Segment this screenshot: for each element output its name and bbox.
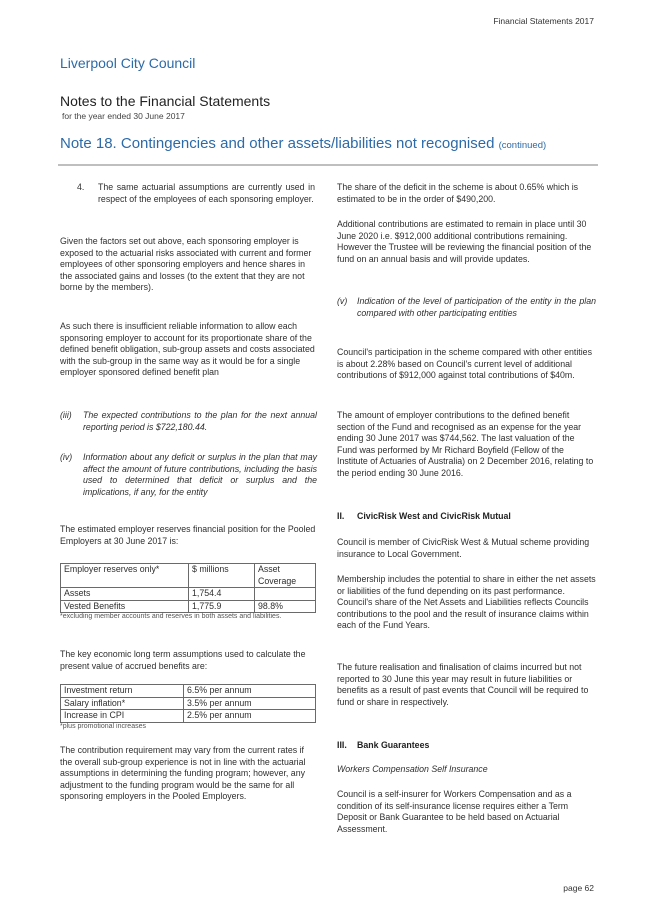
- section-marker: III.: [337, 740, 347, 750]
- table-footnote: *plus promotional increases: [60, 722, 146, 730]
- note-heading-text: Note 18. Contingencies and other assets/liabilities not recognised: [60, 135, 495, 152]
- table-footnote: *excluding member accounts and reserves in both assets and liabilities.: [60, 613, 282, 620]
- table-cell: Salary inflation*: [61, 697, 184, 710]
- item-text: The same actuarial assumptions are currently used in respect of the employees of each sponsoring employer.: [98, 182, 315, 204]
- item-text: Indication of the level of participation of the entity in the plan compared with other participating entities: [357, 296, 596, 318]
- item-marker: (v): [337, 296, 348, 306]
- table-row: [61, 697, 316, 710]
- subsection-title: Workers Compensation Self Insurance: [337, 764, 488, 774]
- left-paragraph-4: The key economic long term assumptions used to calculate the present value of accrued benefits are:: [60, 649, 306, 671]
- table-cell: Increase in CPI: [61, 710, 184, 723]
- item-text: The expected contributions to the plan for the next annual reporting period is $722,180.44.: [83, 410, 317, 432]
- table-header-cell: Asset Coverage: [255, 564, 316, 588]
- table-row: [61, 600, 316, 613]
- assumptions-table-block: [60, 684, 317, 731]
- item-marker: 4.: [77, 182, 85, 192]
- table-cell: 98.8%: [255, 600, 316, 613]
- table-cell: Assets: [61, 588, 189, 601]
- table-row: [61, 588, 316, 601]
- running-header: Financial Statements 2017: [493, 16, 594, 26]
- right-paragraph-4: The amount of employer contributions to the defined benefit section of the Fund and recognised as an expense for the year ending 30 June 2017 was $744,562. The last valuation of the Fund was performed by Mr Richard Boyfield (Fellow of the Institute of Actuaries of Australia) on 2 December 2016, relating to the period ending 30 June 2016.: [337, 410, 594, 478]
- reserves-table-block: [60, 563, 317, 621]
- council-name: Liverpool City Council: [60, 55, 196, 71]
- table-header-row: [61, 564, 316, 588]
- right-paragraph-2: Additional contributions are estimated to remain in place until 30 June 2020 i.e. $912,000 additional contributions remaining. However the Trustee will be reviewing the financial position of the fund on an annual basis and will provide updates.: [337, 219, 592, 264]
- assumptions-table: [60, 684, 316, 723]
- right-paragraph-7: The future realisation and finalisation of claims incurred but not reported to 30 June this year may result in future liabilities or benefits as a result of past events that Council will be required to fund or share in respectively.: [337, 662, 589, 707]
- table-cell: [255, 588, 316, 601]
- notes-subtitle: for the year ended 30 June 2017: [62, 111, 185, 121]
- right-paragraph-3: Council's participation in the scheme compared with other entities is about 2.28% based on Council's current level of additional contributions of $912,000 against total contributions of $40m.: [337, 347, 592, 381]
- notes-title: Notes to the Financial Statements: [60, 93, 271, 109]
- table-cell: Vested Benefits: [61, 600, 189, 613]
- left-item-iv: [60, 452, 317, 498]
- reserves-table: [60, 563, 316, 613]
- section-heading-civicrisk: [337, 511, 596, 523]
- left-item-iii: [60, 410, 317, 433]
- left-paragraph-5: The contribution requirement may vary from the current rates if the overall sub-group experience is not in line with the actuarial assumptions in determining the funding program; however, any adjustment to the funding program would be the same for all sponsoring employers in the Pooled Employers.: [60, 745, 306, 802]
- section-title: Bank Guarantees: [357, 740, 430, 750]
- right-paragraph-1: The share of the deficit in the scheme is about 0.65% which is estimated to be in the order of $490,200.: [337, 182, 579, 204]
- page-number: page 62: [563, 883, 594, 893]
- left-item-4: [60, 182, 317, 205]
- section-marker: II.: [337, 511, 345, 521]
- right-paragraph-8: Council is a self-insurer for Workers Compensation and as a condition of its self-insurance license requires either a Term Deposit or Bank Guarantee to be held based on Actuarial Assessment.: [337, 789, 572, 834]
- table-cell: 6.5% per annum: [184, 685, 316, 698]
- item-marker: (iii): [60, 410, 72, 420]
- note-continued-label: (continued): [498, 140, 547, 151]
- note-heading: [60, 135, 546, 152]
- section-title: CivicRisk West and CivicRisk Mutual: [357, 511, 511, 521]
- heading-divider: [58, 164, 598, 166]
- table-cell: 3.5% per annum: [184, 697, 316, 710]
- left-paragraph-3: The estimated employer reserves financial position for the Pooled Employers at 30 June 2017 is:: [60, 524, 316, 546]
- right-paragraph-5: Council is member of CivicRisk West & Mutual scheme providing insurance to Local Government.: [337, 537, 590, 559]
- table-row: [61, 685, 316, 698]
- item-marker: (iv): [60, 452, 73, 462]
- table-header-cell: Employer reserves only*: [61, 564, 189, 588]
- table-cell: 1,754.4: [189, 588, 255, 601]
- table-row: [61, 710, 316, 723]
- left-paragraph-2: As such there is insufficient reliable information to allow each sponsoring employer to account for its proportionate share of the defined benefit obligation, sub-group assets and costs associated with the sub-group in the same way as it would be for a single employer sponsored defined benefit plan: [60, 321, 315, 378]
- right-paragraph-6: Membership includes the potential to share in either the net assets or liabilities of the fund depending on its past performance. Council's share of the Net Assets and Liabilities reflects Councils contributions to the pool and the result of insurance claims within each of the Fund Years.: [337, 574, 596, 631]
- item-text: Information about any deficit or surplus in the plan that may affect the amount of future contributions, including the basis used to determined that deficit or surplus and the implications, if any, for the entity: [83, 452, 317, 497]
- right-item-v: [337, 296, 596, 319]
- table-cell: 2.5% per annum: [184, 710, 316, 723]
- left-paragraph-1: Given the factors set out above, each sponsoring employer is exposed to the actuarial risks associated with current and former employees of other sponsoring employers and hence shares in the associated gains and losses (to the extent that they are not borne by the members).: [60, 236, 312, 293]
- table-cell: 1,775.9: [189, 600, 255, 613]
- section-heading-bank-guarantees: [337, 740, 596, 752]
- table-header-cell: $ millions: [189, 564, 255, 588]
- table-cell: Investment return: [61, 685, 184, 698]
